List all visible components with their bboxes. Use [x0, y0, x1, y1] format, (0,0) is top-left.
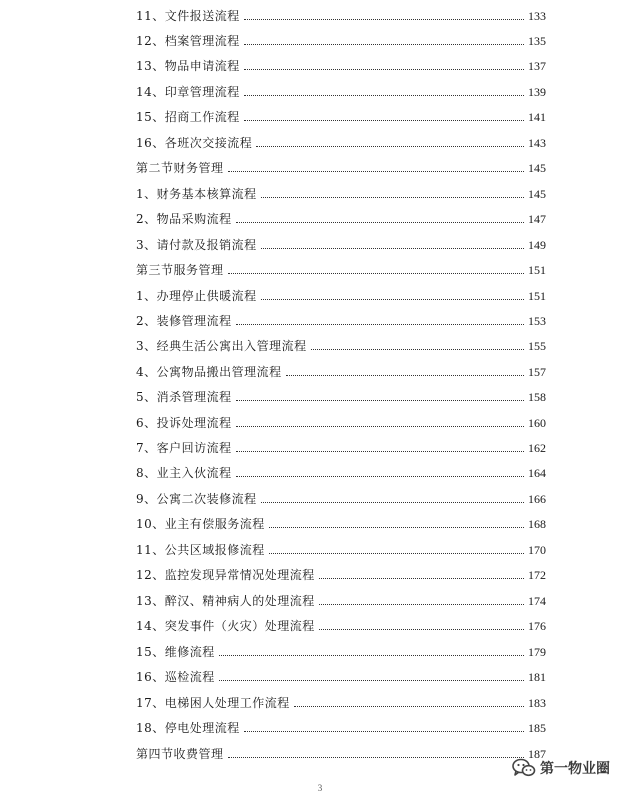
toc-dot-leader [236, 476, 524, 477]
toc-entry-label: 第二节财务管理 [136, 161, 224, 175]
toc-dot-leader [261, 197, 524, 198]
toc-entry-label: 1、办理停止供暖流程 [136, 289, 257, 303]
toc-entry[interactable] [136, 183, 546, 201]
toc-dot-leader [219, 680, 524, 681]
toc-entry[interactable] [136, 81, 546, 99]
toc-entry[interactable] [136, 5, 546, 23]
toc-entry-page: 168 [528, 517, 546, 531]
toc-entry-label: 15、招商工作流程 [136, 110, 240, 124]
toc-entry-page: 137 [528, 59, 546, 73]
toc-entry-page: 157 [528, 365, 546, 379]
toc-entry[interactable] [136, 285, 546, 303]
toc-entry[interactable] [136, 361, 546, 379]
toc-entry-page: 170 [528, 543, 546, 557]
toc-dot-leader [286, 375, 524, 376]
toc-entry-label: 18、停电处理流程 [136, 721, 240, 735]
toc-entry[interactable] [136, 488, 546, 506]
toc-entry-page: 133 [528, 9, 546, 23]
toc-entry-page: 135 [528, 34, 546, 48]
toc-entry-page: 155 [528, 339, 546, 353]
toc-dot-leader [244, 120, 524, 121]
toc-entry[interactable] [136, 132, 546, 150]
toc-entry-label: 16、巡检流程 [136, 670, 215, 684]
toc-entry-page: 185 [528, 721, 546, 735]
toc-entry-page: 160 [528, 416, 546, 430]
toc-entry-label: 第三节服务管理 [136, 263, 224, 277]
toc-entry-label: 11、公共区域报修流程 [136, 543, 265, 557]
toc-entry-label: 3、经典生活公寓出入管理流程 [136, 339, 307, 353]
toc-entry[interactable] [136, 437, 546, 455]
toc-dot-leader [256, 146, 524, 147]
toc-entry[interactable] [136, 692, 546, 710]
toc-section-heading[interactable] [136, 743, 546, 761]
toc-entry-label: 13、醉汉、精神病人的处理流程 [136, 594, 315, 608]
toc-entry-page: 145 [528, 187, 546, 201]
toc-entry[interactable] [136, 513, 546, 531]
toc-dot-leader [319, 604, 524, 605]
toc-entry-page: 151 [528, 289, 546, 303]
toc-entry-page: 139 [528, 85, 546, 99]
toc-dot-leader [228, 171, 524, 172]
toc-dot-leader [294, 706, 524, 707]
toc-entry-label: 11、文件报送流程 [136, 9, 240, 23]
toc-entry-label: 15、维修流程 [136, 645, 215, 659]
toc-entry-label: 12、档案管理流程 [136, 34, 240, 48]
toc-dot-leader [269, 527, 524, 528]
toc-entry-page: 174 [528, 594, 546, 608]
toc-entry-page: 176 [528, 619, 546, 633]
toc-entry[interactable] [136, 539, 546, 557]
toc-dot-leader [319, 578, 524, 579]
toc-entry-label: 17、电梯困人处理工作流程 [136, 696, 290, 710]
toc-entry-label: 6、投诉处理流程 [136, 416, 232, 430]
toc-entry[interactable] [136, 208, 546, 226]
toc-dot-leader [244, 95, 524, 96]
toc-entry-label: 9、公寓二次装修流程 [136, 492, 257, 506]
toc-dot-leader [228, 273, 524, 274]
toc-entry[interactable] [136, 310, 546, 328]
toc-entry[interactable] [136, 666, 546, 684]
toc-dot-leader [319, 629, 524, 630]
toc-entry[interactable] [136, 717, 546, 735]
toc-entry-label: 14、突发事件（火灾）处理流程 [136, 619, 315, 633]
watermark-text: 第一物业圈 [540, 761, 610, 777]
toc-entry-label: 16、各班次交接流程 [136, 136, 253, 150]
toc-dot-leader [244, 731, 524, 732]
wechat-icon [512, 758, 536, 778]
toc-entry-label: 2、物品采购流程 [136, 212, 232, 226]
toc-entry[interactable] [136, 55, 546, 73]
toc-dot-leader [228, 757, 524, 758]
toc-entry-label: 第四节收费管理 [136, 747, 224, 761]
toc-entry-label: 12、监控发现异常情况处理流程 [136, 568, 315, 582]
toc-entry-page: 179 [528, 645, 546, 659]
toc-entry-page: 172 [528, 568, 546, 582]
toc-entry[interactable] [136, 590, 546, 608]
toc-entry[interactable] [136, 335, 546, 353]
toc-entry-label: 2、装修管理流程 [136, 314, 232, 328]
toc-entry[interactable] [136, 30, 546, 48]
toc-dot-leader [244, 69, 524, 70]
toc-entry-page: 158 [528, 390, 546, 404]
toc-section-heading[interactable] [136, 259, 546, 277]
toc-entry[interactable] [136, 412, 546, 430]
toc-dot-leader [236, 451, 524, 452]
toc-entry-page: 181 [528, 670, 546, 684]
toc-entry-label: 3、请付款及报销流程 [136, 238, 257, 252]
toc-dot-leader [244, 19, 524, 20]
toc-dot-leader [311, 349, 524, 350]
toc-entry[interactable] [136, 615, 546, 633]
toc-entry-label: 14、印章管理流程 [136, 85, 240, 99]
toc-entry[interactable] [136, 106, 546, 124]
toc-entry-page: 151 [528, 263, 546, 277]
toc-entry-page: 153 [528, 314, 546, 328]
toc-dot-leader [269, 553, 524, 554]
watermark [512, 756, 610, 780]
toc-entry-page: 164 [528, 466, 546, 480]
toc-dot-leader [236, 426, 524, 427]
toc-entry-page: 166 [528, 492, 546, 506]
toc-dot-leader [244, 44, 524, 45]
toc-dot-leader [261, 502, 524, 503]
toc-entry-label: 7、客户回访流程 [136, 441, 232, 455]
toc-entry-page: 183 [528, 696, 546, 710]
toc-entry-page: 145 [528, 161, 546, 175]
toc-entry-label: 10、业主有偿服务流程 [136, 517, 265, 531]
toc-dot-leader [219, 655, 524, 656]
toc-entry-page: 141 [528, 110, 546, 124]
toc-entry-label: 1、财务基本核算流程 [136, 187, 257, 201]
toc-dot-leader [261, 299, 524, 300]
toc-entry-label: 4、公寓物品搬出管理流程 [136, 365, 282, 379]
toc-entry[interactable] [136, 564, 546, 582]
toc-entry-page: 162 [528, 441, 546, 455]
toc-entry[interactable] [136, 462, 546, 480]
toc-entry-page: 149 [528, 238, 546, 252]
toc-entry-label: 5、消杀管理流程 [136, 390, 232, 404]
toc-entry-page: 143 [528, 136, 546, 150]
toc-entry[interactable] [136, 234, 546, 252]
toc-entry-page: 147 [528, 212, 546, 226]
toc-entry[interactable] [136, 641, 546, 659]
page-number: 3 [317, 783, 323, 793]
toc-entry-label: 8、业主入伙流程 [136, 466, 232, 480]
toc-dot-leader [261, 248, 524, 249]
toc-entry-page: 187 [528, 747, 546, 761]
toc-entry-label: 13、物品申请流程 [136, 59, 240, 73]
toc-dot-leader [236, 222, 524, 223]
toc-section-heading[interactable] [136, 157, 546, 175]
toc-entry[interactable] [136, 386, 546, 404]
toc-dot-leader [236, 400, 524, 401]
toc-dot-leader [236, 324, 524, 325]
